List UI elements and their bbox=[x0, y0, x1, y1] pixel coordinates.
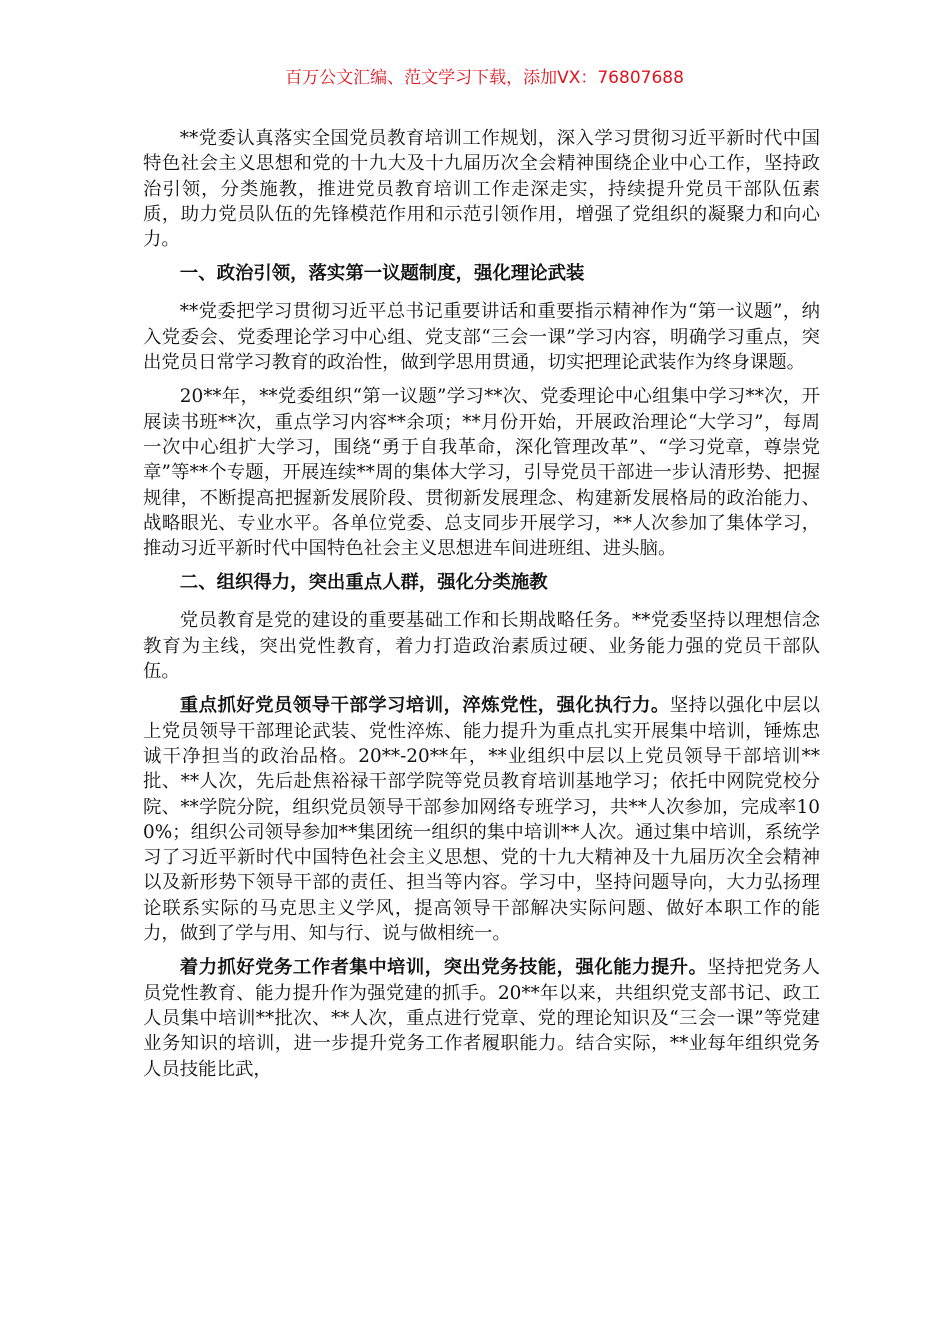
section-1-heading: 一、政治引领，落实第一议题制度，强化理论武装 bbox=[179, 263, 585, 285]
section-2-paragraph-3 bbox=[143, 955, 820, 1081]
paragraph-body: 坚持以强化中层以上党员领导干部理论武装、党性淬炼、能力提升为重点扎实开展集中培训，锤炼忠诚干净担当的政治品格。20**-20**年，**业组织中层以上党员领导干部培训**批、**人次，先后赴焦裕禄干部学院等党员教育培训基地学习；依托中网院党校分院、**学院分院，组织党员领导干部参加网络专班学习，共**人次参加，完成率100%；组织公司领导参加**集团统一组织的集中培训**人次。通过集中培训，系统学习了习近平新时代中国特色社会主义思想、党的十九大精神及十九届历次全会精神以及新形势下领导干部的责任、担当等内容。学习中，坚持问题导向，大力弘扬理论联系实际的马克思主义学风，提高领导干部解决实际问题、做好本职工作的能力，做到了学与用、知与行、说与做相统一。 bbox=[143, 695, 820, 945]
paragraph-lead-sentence: 着力抓好党务工作者集中培训，突出党务技能，强化能力提升。 bbox=[179, 957, 708, 979]
section-1-paragraph-2: 20**年，**党委组织“第一议题”学习**次、党委理论中心组集中学习**次，开展读书班**次，重点学习内容**余项；**月份开始，开展政治理论“大学习”，每周一次中心组扩大学习，围绕“勇于自我革命，深化管理改革”、“学习党章，尊崇党章”等**个专题，开展连续**周的集体大学习，引导党员干部进一步认清形势、把握规律，不断提高把握新发展阶段、贯彻新发展理念、构建新发展格局的政治能力、战略眼光、专业水平。各单位党委、总支同步开展学习，**人次参加了集体学习，推动习近平新时代中国特色社会主义思想进车间进班组、进头脑。 bbox=[143, 386, 820, 560]
section-2-paragraph-1: 党员教育是党的建设的重要基础工作和长期战略任务。**党委坚持以理想信念教育为主线，突出党性教育，着力打造政治素质过硬、业务能力强的党员干部队伍。 bbox=[143, 610, 820, 683]
paragraph-body: 坚持把党务人员党性教育、能力提升作为强党建的抓手。20**年以来，共组织党支部书记、政工人员集中培训**批次、**人次，重点进行党章、党的理论知识及“三会一课”等党建业务知识的培训，进一步提升党务工作者履职能力。结合实际，**业每年组织党务人员技能比武， bbox=[143, 957, 820, 1080]
section-2-paragraph-2 bbox=[143, 693, 820, 946]
section-1-paragraph-1: **党委把学习贯彻习近平总书记重要讲话和重要指示精神作为“第一议题”，纳入党委会、党委理论学习中心组、党支部“三会一课”学习内容，明确学习重点，突出党员日常学习教育的政治性，做到学思用贯通，切实把理论武装作为终身课题。 bbox=[143, 301, 820, 374]
section-2-heading: 二、组织得力，突出重点人群，强化分类施教 bbox=[179, 572, 548, 594]
paragraph-lead-sentence: 重点抓好党员领导干部学习培训，淬炼党性，强化执行力。 bbox=[179, 695, 670, 717]
intro-paragraph: **党委认真落实全国党员教育培训工作规划，深入学习贯彻习近平新时代中国特色社会主义思想和党的十九大及十九届历次全会精神围绕企业中心工作，坚持政治引领，分类施教，推进党员教育培训工作走深走实，持续提升党员干部队伍素质，助力党员队伍的先锋模范作用和示范引领作用，增强了党组织的凝聚力和向心力。 bbox=[143, 128, 820, 251]
watermark-header: 百万公文汇编、范文学习下载，添加VX：76807688 bbox=[285, 68, 684, 88]
